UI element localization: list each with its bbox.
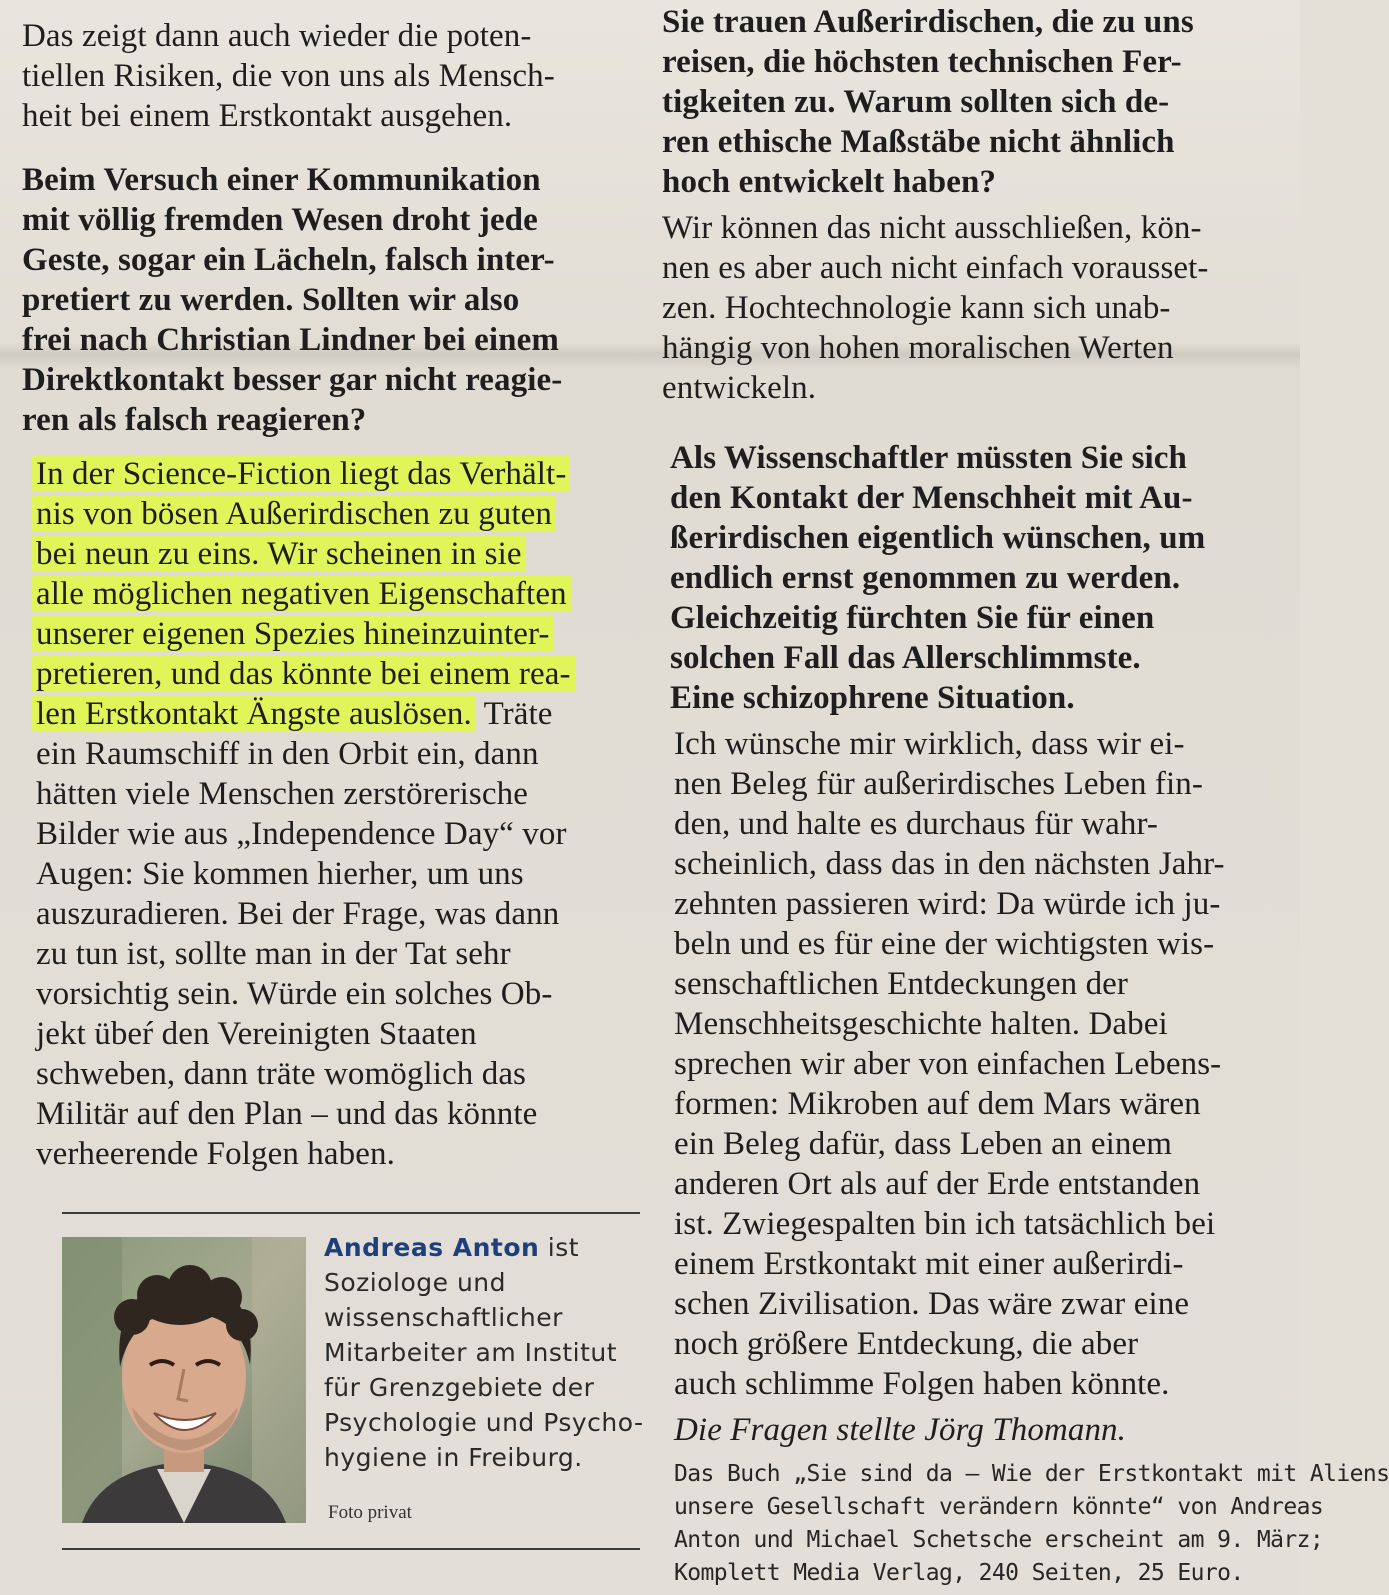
text-line: reisen, die höchsten technischen Fer- bbox=[662, 44, 1182, 80]
text-line: vorsichtig sein. Würde ein solches Ob- bbox=[36, 976, 553, 1012]
text-line: heit bei einem Erstkontakt ausgehen. bbox=[22, 98, 513, 134]
text-line: hoch entwickelt haben? bbox=[662, 164, 997, 200]
note-line: Anton und Michael Schetsche erscheint am 9. März; bbox=[674, 1527, 1324, 1553]
highlighted-text: len Erstkontakt Ängste auslösen. bbox=[32, 696, 476, 732]
highlighted-text: In der Science-Fiction liegt das Verhält- bbox=[32, 456, 570, 492]
bio-bottom-rule bbox=[62, 1548, 640, 1550]
text-line: Beim Versuch einer Kommunikation bbox=[22, 162, 541, 198]
text-line: pretiert zu werden. Sollten wir also bbox=[22, 282, 520, 318]
text-line: Das zeigt dann auch wieder die poten- bbox=[22, 18, 532, 54]
book-note bbox=[674, 1458, 1389, 1590]
right-column bbox=[662, 2, 1389, 1590]
note-line: unsere Gesellschaft verändern könnte“ von Andreas bbox=[674, 1494, 1324, 1520]
text-line: ein Beleg dafür, dass Leben an einem bbox=[674, 1126, 1173, 1162]
text-line: zehnten passieren wird: Da würde ich ju- bbox=[674, 886, 1221, 922]
text-line: schen Zivilisation. Das wäre zwar eine bbox=[674, 1286, 1190, 1322]
highlighted-text: alle möglichen negativen Eigenschaften bbox=[32, 576, 571, 612]
text-line: ßerirdischen eigentlich wünschen, um bbox=[670, 520, 1206, 556]
text-line: auszuradieren. Bei der Frage, was dann bbox=[36, 896, 560, 932]
text-line: den Kontakt der Menschheit mit Au- bbox=[670, 480, 1193, 516]
interview-question-1 bbox=[22, 160, 634, 440]
text-line: endlich ernst genommen zu werden. bbox=[670, 560, 1181, 596]
bio-line: Soziologe und bbox=[324, 1268, 507, 1297]
text-line: tigkeiten zu. Warum sollten sich de- bbox=[662, 84, 1170, 120]
text-line: mit völlig fremden Wesen droht jede bbox=[22, 202, 538, 238]
bio-line: Psychologie und Psycho- bbox=[324, 1408, 644, 1437]
left-column bbox=[22, 16, 634, 1174]
text-line: anderen Ort als auf der Erde entstanden bbox=[674, 1166, 1201, 1202]
text-line: schweben, dann träte womöglich das bbox=[36, 1056, 527, 1092]
text-line: hängig von hohen moralischen Werten bbox=[662, 330, 1174, 366]
highlighted-text: pretieren, und das könnte bei einem rea- bbox=[32, 656, 575, 692]
note-line: Das Buch „Sie sind da – Wie der Erstkontakt mit Aliens bbox=[674, 1461, 1389, 1487]
bio-top-rule bbox=[62, 1212, 640, 1214]
interview-question-3 bbox=[662, 438, 1277, 718]
text-line: sprechen wir aber von einfachen Lebens- bbox=[674, 1046, 1222, 1082]
text-line: Eine schizophrene Situation. bbox=[670, 680, 1075, 716]
bio-line: Mitarbeiter am Institut bbox=[324, 1338, 618, 1367]
text-line: einem Erstkontakt mit einer außerirdi- bbox=[674, 1246, 1184, 1282]
text-fragment: ist bbox=[539, 1233, 580, 1262]
interview-answer-3 bbox=[662, 724, 1389, 1590]
text-line: ren ethische Maßstäbe nicht ähnlich bbox=[662, 124, 1175, 160]
text-line: formen: Mikroben auf dem Mars wären bbox=[674, 1086, 1201, 1122]
text-line: Wir können das nicht ausschließen, kön- bbox=[662, 210, 1202, 246]
text-line: solchen Fall das Allerschlimmste. bbox=[670, 640, 1141, 676]
text-line: auch schlimme Folgen haben könnte. bbox=[674, 1366, 1170, 1402]
text-line: frei nach Christian Lindner bei einem bbox=[22, 322, 559, 358]
highlighted-text: unserer eigenen Spezies hineinzuinter- bbox=[32, 616, 554, 652]
text-line: Sie trauen Außerirdischen, die zu uns bbox=[662, 4, 1194, 40]
text-line: nen Beleg für außerirdisches Leben fin- bbox=[674, 766, 1203, 802]
bio-line: wissenschaftlicher bbox=[324, 1303, 563, 1332]
note-line: Komplett Media Verlag, 240 Seiten, 25 Euro. bbox=[674, 1560, 1244, 1586]
text-line: Bilder wie aus „Independence Day“ vor bbox=[36, 816, 567, 852]
interview-answer-2 bbox=[662, 208, 1277, 408]
bio-line: für Grenzgebiete der bbox=[324, 1373, 595, 1402]
text-line: den, und halte es durchaus für wahr- bbox=[674, 806, 1159, 842]
text-line: Menschheitsgeschichte halten. Dabei bbox=[674, 1006, 1168, 1042]
text-line: zu tun ist, sollte man in der Tat sehr bbox=[36, 936, 511, 972]
text-line: noch größere Entdeckung, die aber bbox=[674, 1326, 1139, 1362]
text-line: nen es aber auch nicht einfach vorausset- bbox=[662, 250, 1209, 286]
text-line: entwickeln. bbox=[662, 370, 817, 406]
text-line: ren als falsch reagieren? bbox=[22, 402, 367, 438]
author-bio bbox=[324, 1230, 644, 1475]
text-line: verheerende Folgen haben. bbox=[36, 1136, 395, 1172]
text-line: Als Wissenschaftler müssten Sie sich bbox=[670, 440, 1187, 476]
paragraph-intro bbox=[22, 16, 634, 136]
text-line: Ich wünsche mir wirklich, dass wir ei- bbox=[674, 726, 1185, 762]
interviewer-signature: Die Fragen stellte Jörg Thomann. bbox=[674, 1412, 1127, 1448]
text-line: Augen: Sie kommen hierher, um uns bbox=[36, 856, 524, 892]
text-line: Direktkontakt besser gar nicht reagie- bbox=[22, 362, 563, 398]
text-line: zen. Hochtechnologie kann sich unab- bbox=[662, 290, 1171, 326]
interview-question-2 bbox=[662, 2, 1277, 202]
interview-answer-1 bbox=[22, 454, 634, 1174]
text-line: ist. Zwiegespalten bin ich tatsächlich bei bbox=[674, 1206, 1216, 1242]
text-line: scheinlich, dass das in den nächsten Jahr- bbox=[674, 846, 1225, 882]
text-line: hätten viele Menschen zerstörerische bbox=[36, 776, 528, 812]
portrait-illustration bbox=[62, 1237, 306, 1523]
author-name: Andreas Anton bbox=[324, 1233, 540, 1262]
text-line: Geste, sogar ein Lächeln, falsch inter- bbox=[22, 242, 555, 278]
author-photo bbox=[62, 1237, 306, 1523]
bio-line: hygiene in Freiburg. bbox=[324, 1443, 583, 1472]
text-fragment: Träte bbox=[483, 696, 553, 732]
text-line: Gleichzeitig fürchten Sie für einen bbox=[670, 600, 1155, 636]
highlighted-text: bei neun zu eins. Wir scheinen in sie bbox=[32, 536, 526, 572]
highlighted-text: nis von bösen Außerirdischen zu guten bbox=[32, 496, 556, 532]
text-line: tiellen Risiken, die von uns als Mensch- bbox=[22, 58, 555, 94]
text-line: senschaftlichen Entdeckungen der bbox=[674, 966, 1129, 1002]
photo-credit: Foto privat bbox=[328, 1502, 412, 1523]
text-line: Militär auf den Plan – und das könnte bbox=[36, 1096, 538, 1132]
text-line: jekt übeŕ den Vereinigten Staaten bbox=[36, 1016, 477, 1052]
text-line: ein Raumschiff in den Orbit ein, dann bbox=[36, 736, 539, 772]
text-line: beln und es für eine der wichtigsten wis- bbox=[674, 926, 1215, 962]
